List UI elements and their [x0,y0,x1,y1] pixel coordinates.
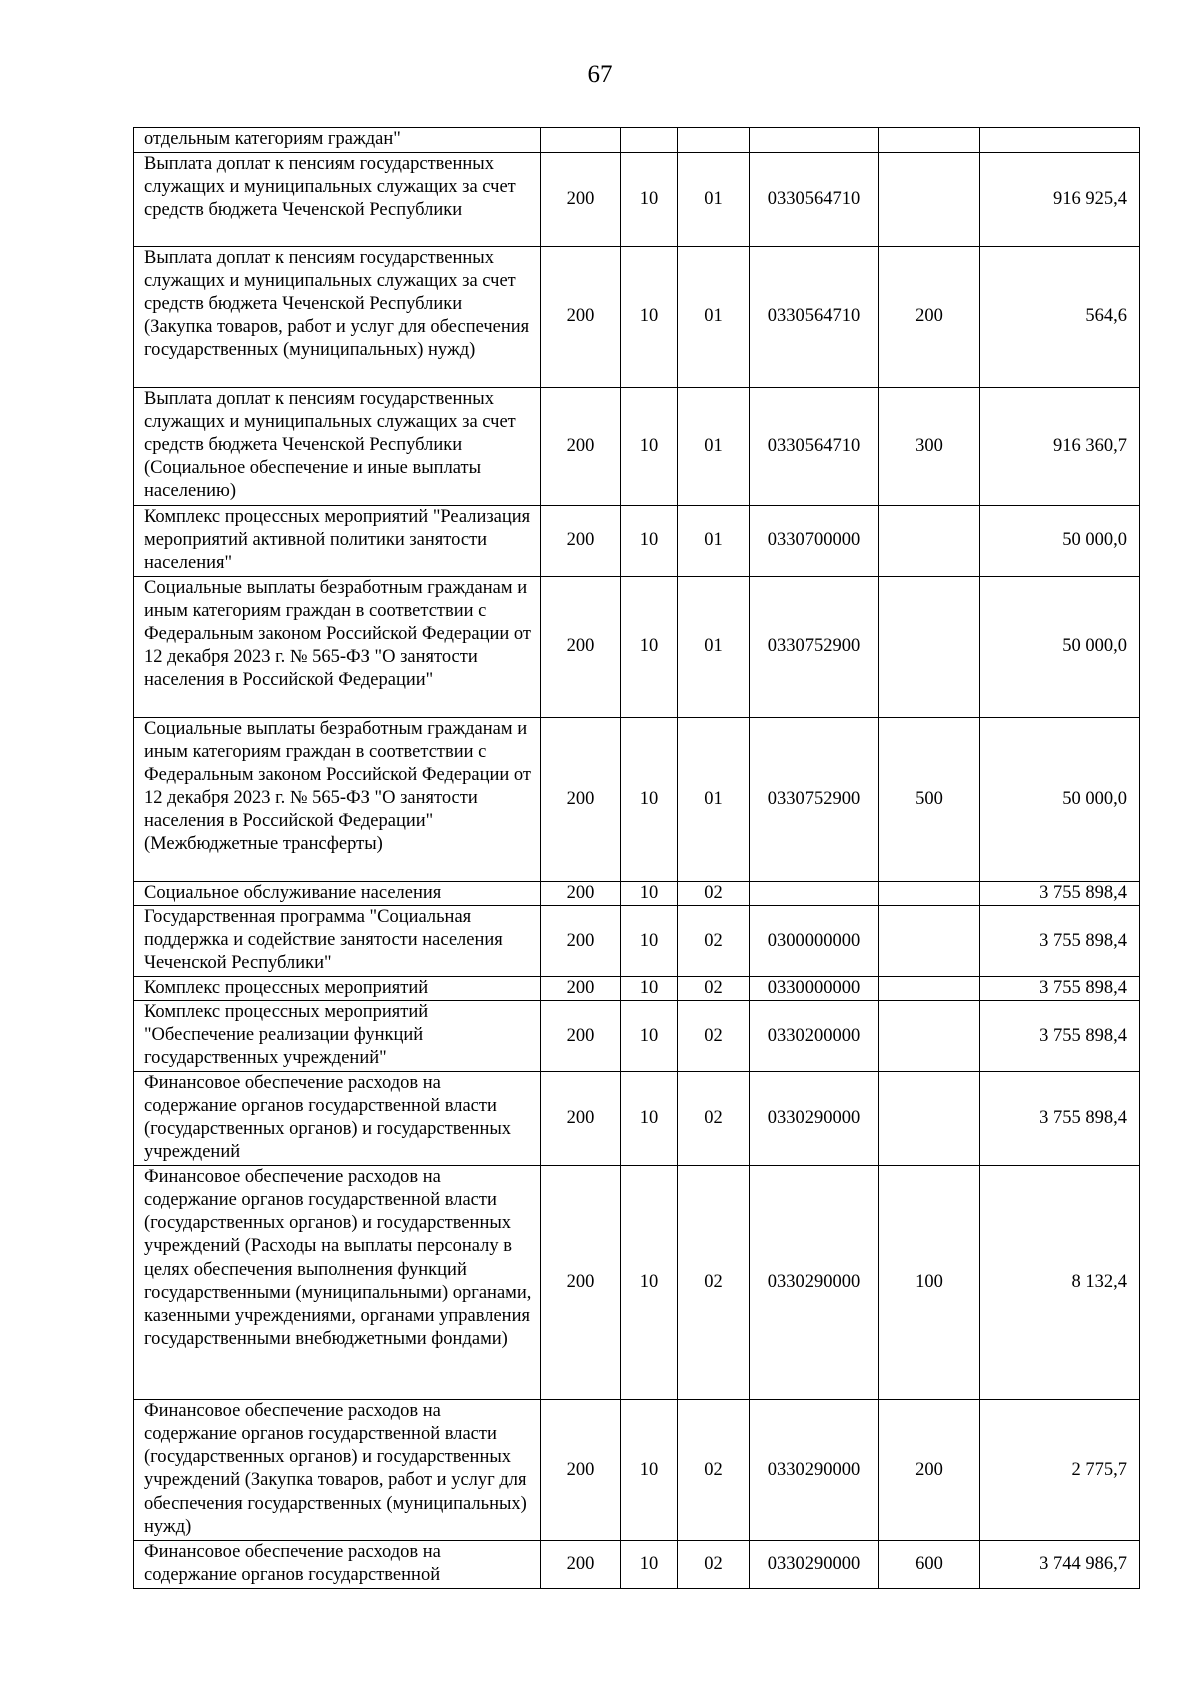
budget-table [133,127,1140,1589]
cell-col2: 10 [621,1400,678,1541]
cell-col3: 01 [678,247,750,388]
cell-col1: 200 [541,506,621,577]
cell-col3: 02 [678,882,750,906]
cell-amount [980,128,1140,153]
cell-col5 [879,153,980,247]
cell-col3: 02 [678,1072,750,1166]
cell-col3: 02 [678,1001,750,1072]
cell-col2: 10 [621,882,678,906]
cell-col1: 200 [541,1072,621,1166]
row-name: Комплекс процессных мероприятий "Реализация мероприятий активной политики занятости населения" [134,506,541,577]
cell-amount: 3 755 898,4 [980,977,1140,1001]
row-name: Социальные выплаты безработным гражданам и иным категориям граждан в соответствии с Федеральным законом Российской Федерации от 12 декабря 2023 г. № 565-ФЗ "О занятости населения в Российской Федерации" (Межбюджетные трансферты) [134,718,541,882]
cell-col2: 10 [621,1166,678,1400]
cell-col2: 10 [621,1001,678,1072]
cell-col5 [879,128,980,153]
cell-col2: 10 [621,388,678,506]
cell-col2 [621,128,678,153]
cell-amount: 3 755 898,4 [980,1072,1140,1166]
table-row [134,247,1140,388]
cell-col2: 10 [621,506,678,577]
row-name: Финансовое обеспечение расходов на содержание органов государственной [134,1541,541,1589]
cell-amount: 564,6 [980,247,1140,388]
cell-col5 [879,1001,980,1072]
row-name: Финансовое обеспечение расходов на содержание органов государственной власти (государственных органов) и государственных учреждений [134,1072,541,1166]
table-row [134,977,1140,1001]
cell-col2: 10 [621,1541,678,1589]
table-row [134,1541,1140,1589]
table-row [134,153,1140,247]
cell-amount: 3 744 986,7 [980,1541,1140,1589]
cell-col3: 02 [678,977,750,1001]
cell-col3: 02 [678,1400,750,1541]
table-row [134,128,1140,153]
cell-col1: 200 [541,1400,621,1541]
cell-amount: 3 755 898,4 [980,1001,1140,1072]
table-row [134,718,1140,882]
cell-col4 [750,882,879,906]
cell-col4: 0330564710 [750,388,879,506]
cell-col5: 500 [879,718,980,882]
page-number: 67 [587,61,613,88]
row-name: Социальные выплаты безработным гражданам и иным категориям граждан в соответствии с Федеральным законом Российской Федерации от 12 декабря 2023 г. № 565-ФЗ "О занятости населения в Российской Федерации" [134,577,541,718]
cell-amount: 3 755 898,4 [980,906,1140,977]
cell-col4: 0330000000 [750,977,879,1001]
cell-col4: 0330564710 [750,247,879,388]
table-row [134,388,1140,506]
table-row [134,506,1140,577]
row-name: Комплекс процессных мероприятий "Обеспечение реализации функций государственных учреждений" [134,1001,541,1072]
cell-col5: 200 [879,1400,980,1541]
cell-col1: 200 [541,977,621,1001]
cell-col4: 0330290000 [750,1400,879,1541]
cell-col5 [879,906,980,977]
row-name: Комплекс процессных мероприятий [134,977,541,1001]
cell-col2: 10 [621,977,678,1001]
cell-col1: 200 [541,718,621,882]
cell-col4: 0330290000 [750,1166,879,1400]
row-name: Финансовое обеспечение расходов на содержание органов государственной власти (государственных органов) и государственных учреждений (Расходы на выплаты персоналу в целях обеспечения выполнения функций государственными (муниципальными) органами, казенными учреждениями, органами управления государственными внебюджетными фондами) [134,1166,541,1400]
cell-col3: 01 [678,718,750,882]
cell-col2: 10 [621,906,678,977]
cell-col5 [879,1072,980,1166]
cell-col1: 200 [541,577,621,718]
table-row [134,1001,1140,1072]
cell-amount: 2 775,7 [980,1400,1140,1541]
table-row [134,1166,1140,1400]
cell-col4: 0300000000 [750,906,879,977]
cell-col4 [750,128,879,153]
table-row [134,577,1140,718]
cell-col3 [678,128,750,153]
cell-col3: 01 [678,577,750,718]
cell-col5: 200 [879,247,980,388]
row-name: Выплата доплат к пенсиям государственных служащих и муниципальных служащих за счет средств бюджета Чеченской Республики (Социальное обеспечение и иные выплаты населению) [134,388,541,506]
cell-amount: 8 132,4 [980,1166,1140,1400]
row-name: Выплата доплат к пенсиям государственных служащих и муниципальных служащих за счет средств бюджета Чеченской Республики [134,153,541,247]
cell-col2: 10 [621,247,678,388]
cell-col4: 0330200000 [750,1001,879,1072]
cell-col3: 02 [678,1166,750,1400]
row-name: Выплата доплат к пенсиям государственных служащих и муниципальных служащих за счет средств бюджета Чеченской Республики (Закупка товаров, работ и услуг для обеспечения государственных (муниципальных) нужд) [134,247,541,388]
cell-col3: 02 [678,906,750,977]
cell-amount: 50 000,0 [980,718,1140,882]
cell-col1: 200 [541,247,621,388]
cell-col4: 0330752900 [750,718,879,882]
cell-col5: 300 [879,388,980,506]
cell-col4: 0330700000 [750,506,879,577]
cell-col5 [879,882,980,906]
cell-col1: 200 [541,388,621,506]
cell-amount: 916 925,4 [980,153,1140,247]
table-row [134,906,1140,977]
cell-col4: 0330564710 [750,153,879,247]
cell-col5 [879,977,980,1001]
cell-amount: 3 755 898,4 [980,882,1140,906]
cell-col4: 0330290000 [750,1541,879,1589]
row-name: Государственная программа "Социальная поддержка и содействие занятости населения Чеченской Республики" [134,906,541,977]
cell-col2: 10 [621,577,678,718]
cell-col1: 200 [541,153,621,247]
cell-col2: 10 [621,153,678,247]
cell-col3: 02 [678,1541,750,1589]
cell-col2: 10 [621,1072,678,1166]
cell-col4: 0330290000 [750,1072,879,1166]
cell-col1: 200 [541,1541,621,1589]
cell-amount: 50 000,0 [980,577,1140,718]
table-row [134,1400,1140,1541]
cell-col1: 200 [541,906,621,977]
cell-amount: 50 000,0 [980,506,1140,577]
cell-col4: 0330752900 [750,577,879,718]
cell-col2: 10 [621,718,678,882]
table-row [134,1072,1140,1166]
cell-col5: 600 [879,1541,980,1589]
cell-col3: 01 [678,506,750,577]
cell-col5: 100 [879,1166,980,1400]
cell-col1 [541,128,621,153]
cell-col1: 200 [541,882,621,906]
row-name: Социальное обслуживание населения [134,882,541,906]
cell-amount: 916 360,7 [980,388,1140,506]
cell-col1: 200 [541,1001,621,1072]
cell-col3: 01 [678,388,750,506]
table-row [134,882,1140,906]
cell-col5 [879,506,980,577]
cell-col5 [879,577,980,718]
cell-col1: 200 [541,1166,621,1400]
cell-col3: 01 [678,153,750,247]
row-name: отдельным категориям граждан" [134,128,541,153]
row-name: Финансовое обеспечение расходов на содержание органов государственной власти (государственных органов) и государственных учреждений (Закупка товаров, работ и услуг для обеспечения государственных (муниципальных) нужд) [134,1400,541,1541]
